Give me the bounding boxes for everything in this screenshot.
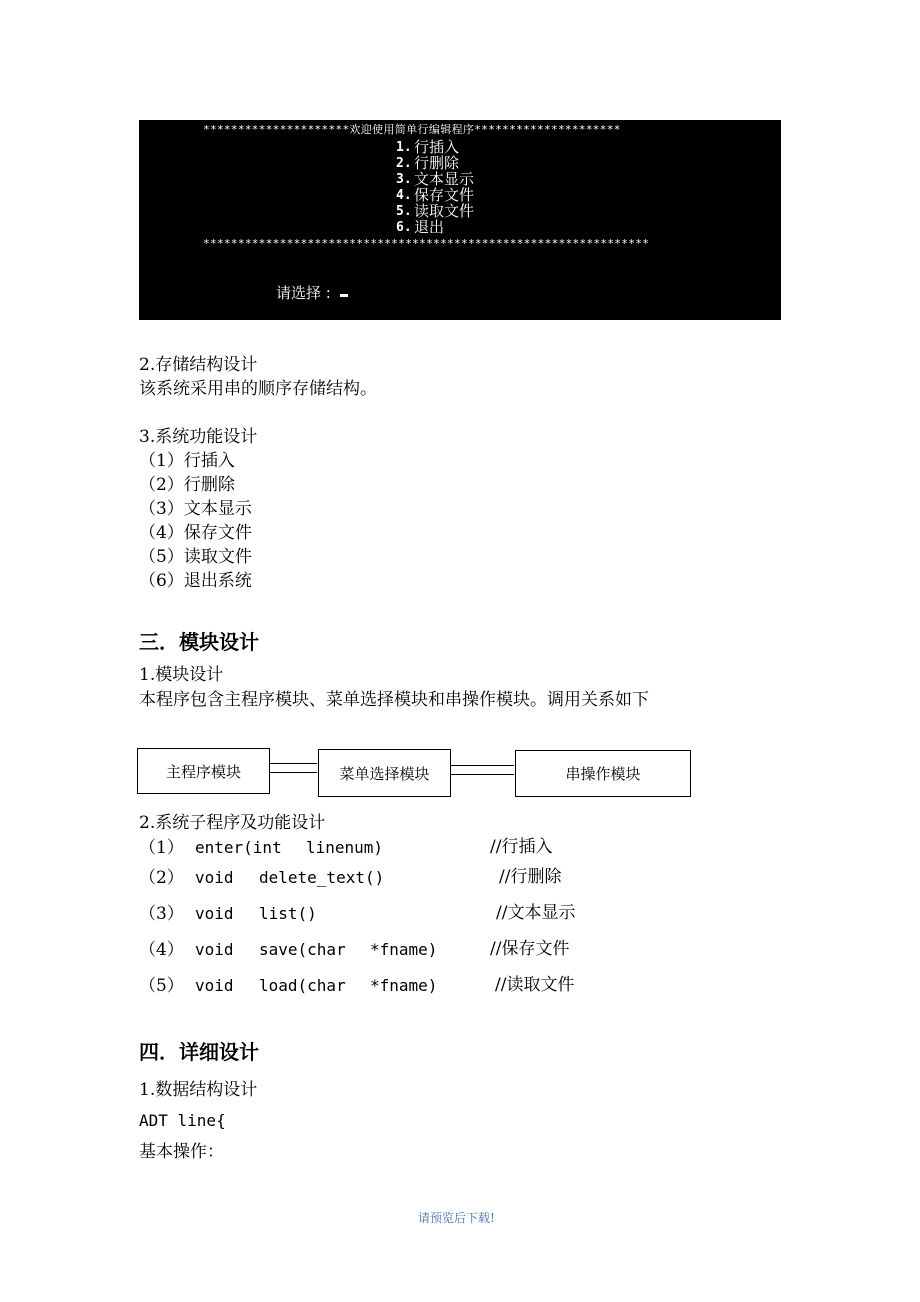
console-menu-label: 文本显示 — [414, 170, 475, 188]
console-bottom-line: **************************************************************** — [203, 237, 650, 250]
string-module-label: 串操作模块 — [565, 765, 641, 783]
console-menu-label: 行删除 — [414, 154, 460, 172]
subprogram-num: （1） — [139, 838, 184, 858]
subprogram-type: void — [195, 868, 234, 887]
function-item: （1）行插入 — [139, 451, 235, 471]
console-menu-label: 保存文件 — [414, 186, 475, 204]
basic-ops-label: 基本操作： — [139, 1142, 224, 1162]
subprogram-num: （5） — [139, 976, 184, 996]
functions-heading: 3.系统功能设计 — [139, 427, 258, 447]
subprogram-comment: //读取文件 — [495, 975, 575, 995]
console-menu-num: 3. — [396, 172, 412, 187]
subprogram-type: void — [195, 976, 234, 995]
console-menu-num: 2. — [396, 156, 412, 171]
subprogram-name: linenum) — [306, 838, 384, 857]
subprogram-type: void — [195, 940, 234, 959]
module-design-intro: 本程序包含主程序模块、菜单选择模块和串操作模块。调用关系如下 — [139, 690, 649, 710]
console-menu-label: 行插入 — [414, 138, 460, 156]
subprogram-name: save(char — [259, 940, 346, 959]
subprogram-param: *fname) — [370, 976, 438, 995]
connector — [450, 765, 514, 775]
console-title-line: *********************欢迎使用简单行编辑程序********************* — [203, 123, 621, 136]
function-item: （3）文本显示 — [139, 499, 252, 519]
subprogram-num: （3） — [139, 904, 184, 924]
subprogram-name: load(char — [259, 976, 346, 995]
string-module-box — [515, 750, 691, 797]
subprogram-num: （4） — [139, 940, 184, 960]
subprogram-heading: 2.系统子程序及功能设计 — [139, 813, 326, 833]
storage-body: 该系统采用串的顺序存储结构。 — [139, 379, 377, 399]
function-item: （2）行删除 — [139, 475, 235, 495]
main-module-label: 主程序模块 — [165, 762, 241, 781]
main-module-box — [137, 748, 270, 794]
console-menu-num: 6. — [396, 220, 412, 235]
chapter3-title: 三．模块设计 — [139, 630, 259, 654]
subprogram-name: delete_text() — [259, 868, 385, 887]
module-design-heading: 1.模块设计 — [139, 665, 224, 685]
function-item: （5）读取文件 — [139, 547, 252, 567]
menu-module-box — [318, 749, 451, 797]
subprogram-type: enter(int — [195, 838, 282, 857]
console-menu-label: 读取文件 — [414, 202, 475, 220]
console-menu-num: 4. — [396, 188, 412, 203]
connector — [269, 763, 317, 773]
data-structure-heading: 1.数据结构设计 — [139, 1080, 258, 1100]
adt-line: ADT line{ — [139, 1111, 226, 1130]
chapter4-title: 四．详细设计 — [139, 1040, 259, 1064]
footer-note: 请预览后下载! — [418, 1211, 495, 1225]
subprogram-comment: //文本显示 — [496, 903, 576, 923]
storage-heading: 2.存储结构设计 — [139, 355, 258, 375]
console-cursor — [340, 294, 348, 297]
function-item: （6）退出系统 — [139, 571, 252, 591]
console-menu-label: 退出 — [414, 218, 445, 236]
console-prompt: 请选择 : — [276, 284, 331, 302]
subprogram-param: *fname) — [370, 940, 438, 959]
console-menu-num: 1. — [396, 140, 412, 155]
subprogram-comment: //行插入 — [490, 837, 553, 857]
subprogram-num: （2） — [139, 868, 184, 888]
function-item: （4）保存文件 — [139, 523, 252, 543]
console-menu-num: 5. — [396, 204, 412, 219]
console-screenshot — [139, 120, 781, 320]
menu-module-label: 菜单选择模块 — [339, 764, 430, 783]
subprogram-comment: //行删除 — [499, 867, 562, 887]
subprogram-comment: //保存文件 — [490, 939, 570, 959]
subprogram-name: list() — [259, 904, 317, 923]
subprogram-type: void — [195, 904, 234, 923]
